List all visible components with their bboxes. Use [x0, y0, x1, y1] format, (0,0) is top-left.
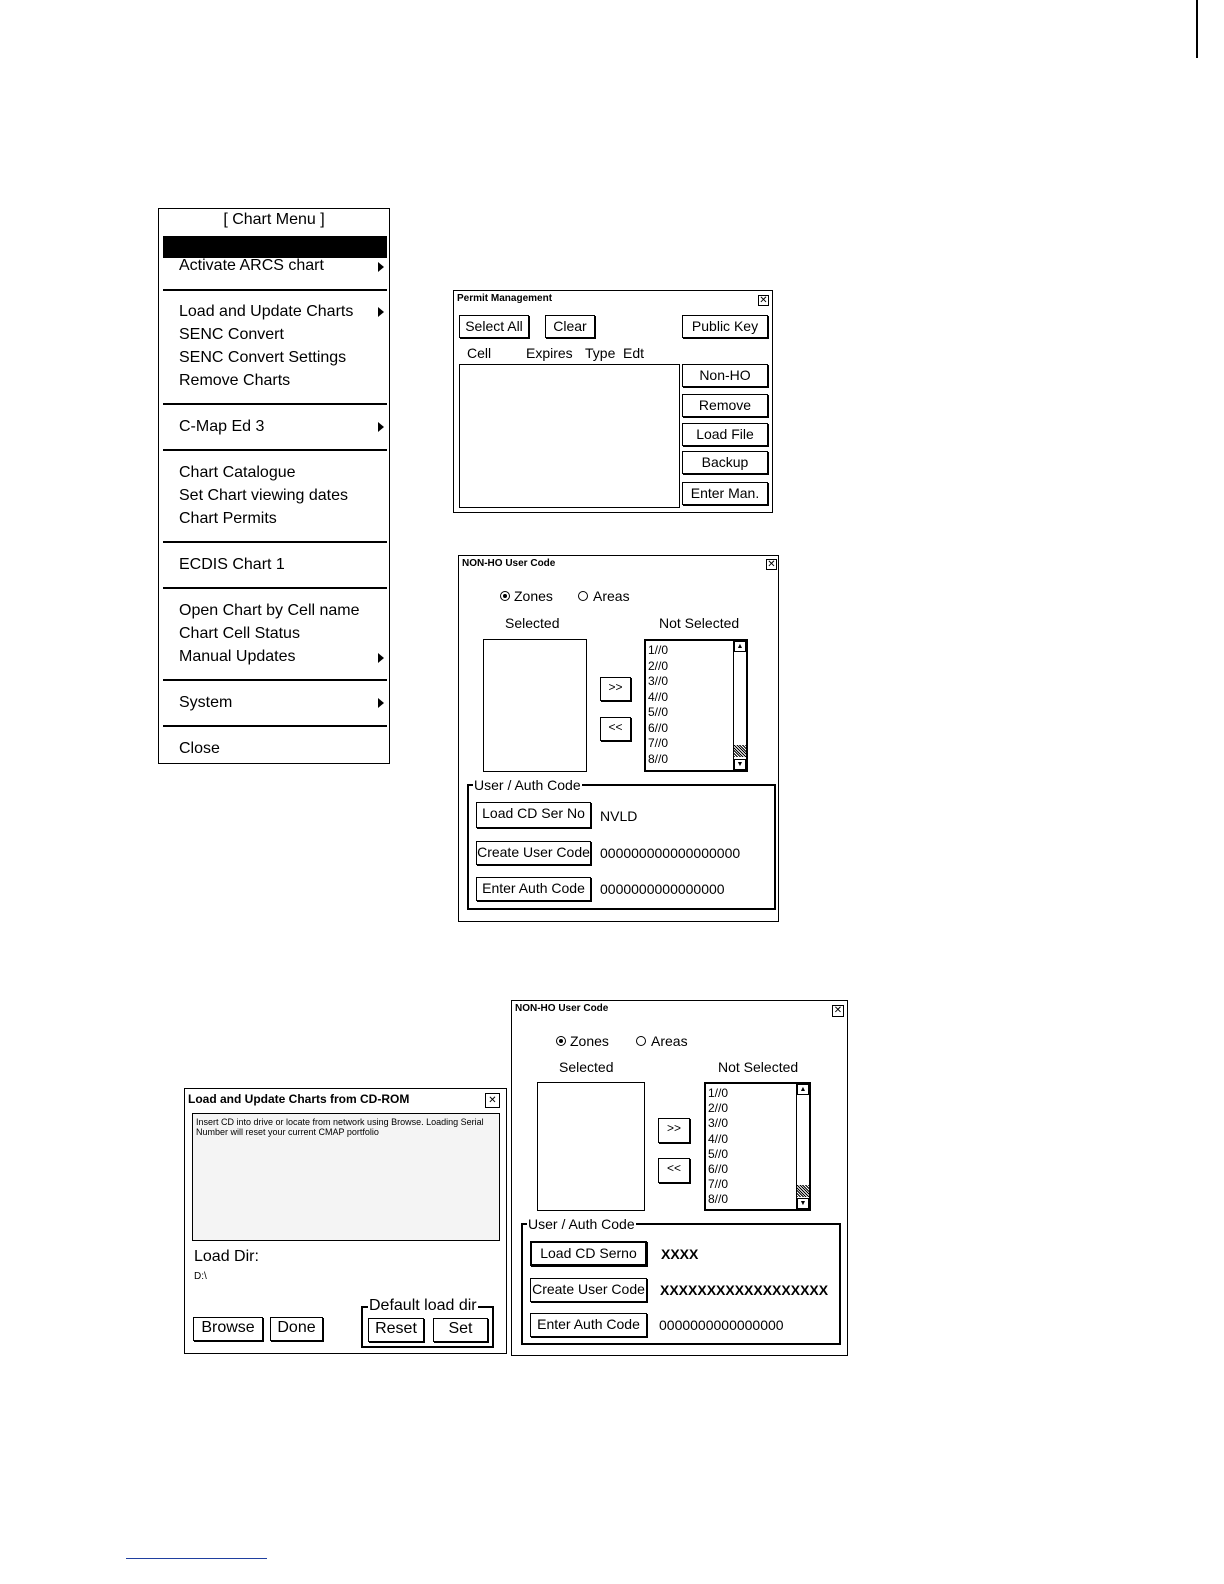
- scroll-thumb[interactable]: [797, 1185, 809, 1197]
- user-code-value: XXXXXXXXXXXXXXXXXX: [660, 1282, 829, 1298]
- areas-radio[interactable]: [636, 1036, 646, 1046]
- zones-radio[interactable]: [556, 1036, 566, 1046]
- auth-code-value: 0000000000000000: [659, 1317, 784, 1333]
- submenu-arrow-icon: [378, 307, 384, 317]
- list-item[interactable]: 7//0: [708, 1177, 729, 1192]
- non-ho-user-code-dialog-2: [511, 1000, 848, 1356]
- cd-serno-value: XXXX: [661, 1246, 699, 1262]
- menu-item-senc-convert-settings[interactable]: SENC Convert Settings: [179, 349, 347, 366]
- list-item[interactable]: 1//0: [708, 1086, 729, 1100]
- list-items: [708, 1086, 728, 1208]
- message-area: [192, 1113, 500, 1241]
- load-file-button[interactable]: Load File: [682, 423, 768, 446]
- enter-man-button[interactable]: Enter Man.: [682, 482, 768, 505]
- menu-item-close[interactable]: Close: [179, 740, 220, 757]
- selected-label: Selected: [505, 615, 560, 631]
- menu-separator: [163, 725, 387, 727]
- zones-label: Zones: [570, 1033, 609, 1049]
- scroll-up-icon[interactable]: ▲: [797, 1084, 809, 1095]
- close-icon[interactable]: ✕: [833, 1005, 843, 1016]
- move-left-button[interactable]: <<: [658, 1158, 690, 1183]
- menu-separator: [163, 289, 387, 291]
- remove-button[interactable]: Remove: [682, 394, 768, 417]
- menu-item-remove-charts[interactable]: Remove Charts: [179, 372, 291, 389]
- load-update-charts-dialog: [184, 1088, 507, 1354]
- group-title: Default load dir: [369, 1297, 477, 1314]
- auth-code-value: 0000000000000000: [600, 881, 725, 897]
- scroll-down-icon[interactable]: ▼: [797, 1198, 809, 1209]
- submenu-arrow-icon: [378, 422, 384, 432]
- list-item[interactable]: 3//0: [648, 674, 669, 688]
- non-ho-user-code-dialog-1: [458, 555, 779, 922]
- menu-item-senc-convert[interactable]: SENC Convert: [179, 326, 284, 343]
- chart-menu-title: [ Chart Menu ]: [223, 211, 325, 228]
- menu-separator: [163, 403, 387, 405]
- group-title: User / Auth Code: [528, 1216, 635, 1232]
- clear-button[interactable]: Clear: [545, 315, 595, 338]
- permit-management-dialog: [453, 290, 773, 513]
- areas-label: Areas: [651, 1033, 688, 1049]
- permit-list[interactable]: [459, 364, 680, 508]
- selected-list[interactable]: [537, 1082, 645, 1211]
- done-button[interactable]: Done: [270, 1317, 323, 1341]
- load-cd-serno-button[interactable]: Load CD Ser No: [476, 802, 591, 828]
- list-item[interactable]: 5//0: [708, 1146, 729, 1161]
- dialog-title: Permit Management: [457, 293, 553, 304]
- menu-item-load-update-charts[interactable]: Load and Update Charts: [179, 303, 354, 320]
- not-selected-list[interactable]: [704, 1082, 811, 1211]
- not-selected-label: Not Selected: [659, 615, 740, 631]
- scroll-thumb[interactable]: [734, 745, 746, 757]
- list-item[interactable]: 6//0: [708, 1162, 729, 1177]
- page-edge-bar: [1196, 0, 1198, 58]
- submenu-arrow-icon: [378, 653, 384, 663]
- chart-menu-highlight-bar: [163, 236, 387, 258]
- menu-item-chart-permits[interactable]: Chart Permits: [179, 510, 277, 527]
- browse-button[interactable]: Browse: [193, 1317, 263, 1341]
- menu-separator: [163, 679, 387, 681]
- list-item[interactable]: 4//0: [648, 689, 669, 704]
- user-auth-code-group: [467, 777, 776, 910]
- close-icon[interactable]: ✕: [485, 1093, 500, 1108]
- create-user-code-button[interactable]: Create User Code: [476, 841, 591, 865]
- scroll-down-icon[interactable]: ▼: [734, 759, 746, 770]
- cd-serno-value: NVLD: [600, 808, 638, 824]
- public-key-button[interactable]: Public Key: [682, 315, 768, 338]
- menu-separator: [163, 587, 387, 589]
- menu-item-open-chart-by-cell[interactable]: Open Chart by Cell name: [179, 602, 360, 619]
- selected-label: Selected: [559, 1059, 614, 1075]
- list-item[interactable]: 8//0: [648, 751, 669, 766]
- menu-item-ecdis-chart-1[interactable]: ECDIS Chart 1: [179, 556, 285, 573]
- menu-item-activate-arcs[interactable]: Activate ARCS chart: [179, 257, 324, 274]
- list-item[interactable]: 3//0: [708, 1116, 729, 1131]
- load-dir-value: D:\: [194, 1271, 207, 1282]
- menu-item-cmap-ed3[interactable]: C-Map Ed 3: [179, 418, 265, 435]
- column-header-type: Type: [585, 345, 616, 361]
- scrollbar[interactable]: [796, 1084, 809, 1209]
- not-selected-label: Not Selected: [718, 1059, 799, 1075]
- load-dir-label: Load Dir:: [194, 1248, 259, 1265]
- footnote-rule: [126, 1558, 267, 1559]
- list-item[interactable]: 1//0: [648, 643, 669, 657]
- create-user-code-button[interactable]: Create User Code: [530, 1278, 647, 1302]
- move-left-button[interactable]: <<: [600, 717, 631, 741]
- list-item[interactable]: 8//0: [708, 1192, 729, 1207]
- set-button[interactable]: Set: [433, 1318, 488, 1342]
- default-load-dir-group: [361, 1297, 494, 1348]
- column-header-cell: Cell: [467, 345, 492, 361]
- user-code-value: 000000000000000000: [600, 845, 741, 861]
- backup-button[interactable]: Backup: [682, 451, 768, 474]
- submenu-arrow-icon: [378, 262, 384, 272]
- column-header-edt: Edt: [623, 345, 645, 361]
- close-icon[interactable]: ✕: [759, 295, 768, 306]
- not-selected-list[interactable]: [644, 639, 748, 772]
- move-right-button[interactable]: >>: [600, 677, 631, 701]
- message-text: Insert CD into drive or locate from network using Browse. Loading Serial Number will reset your current CMAP portfolio: [196, 1117, 484, 1137]
- menu-separator: [163, 541, 387, 543]
- list-item[interactable]: 7//0: [648, 736, 669, 750]
- list-item[interactable]: 2//0: [708, 1101, 729, 1116]
- submenu-arrow-icon: [378, 698, 384, 708]
- move-right-button[interactable]: >>: [658, 1118, 690, 1143]
- list-item[interactable]: 5//0: [648, 705, 669, 719]
- close-icon[interactable]: ✕: [767, 559, 776, 570]
- dialog-title: NON-HO User Code: [462, 558, 556, 569]
- reset-button[interactable]: Reset: [368, 1318, 424, 1342]
- list-item[interactable]: 6//0: [648, 720, 669, 735]
- list-item[interactable]: 2//0: [648, 658, 669, 673]
- dialog-title: NON-HO User Code: [515, 1003, 609, 1014]
- column-header-expires: Expires: [526, 345, 573, 361]
- zones-radio[interactable]: [500, 591, 510, 601]
- menu-item-chart-cell-status[interactable]: Chart Cell Status: [179, 625, 300, 642]
- select-all-button[interactable]: Select All: [459, 315, 529, 338]
- list-items: [648, 643, 668, 767]
- selected-list[interactable]: [483, 639, 587, 772]
- chart-menu: [158, 208, 390, 764]
- areas-label: Areas: [593, 588, 630, 604]
- group-title: User / Auth Code: [474, 777, 581, 793]
- list-item[interactable]: 4//0: [708, 1131, 729, 1146]
- user-auth-code-group: [521, 1216, 841, 1345]
- menu-item-set-viewing-dates[interactable]: Set Chart viewing dates: [179, 487, 348, 504]
- menu-separator: [163, 449, 387, 451]
- enter-auth-code-button[interactable]: Enter Auth Code: [476, 877, 591, 901]
- areas-radio[interactable]: [578, 591, 588, 601]
- menu-item-manual-updates[interactable]: Manual Updates: [179, 648, 296, 665]
- menu-item-system[interactable]: System: [179, 694, 233, 711]
- scroll-up-icon[interactable]: ▲: [734, 641, 746, 652]
- non-ho-button[interactable]: Non-HO: [682, 364, 768, 387]
- menu-item-chart-catalogue[interactable]: Chart Catalogue: [179, 464, 296, 481]
- dialog-title: Load and Update Charts from CD-ROM: [188, 1092, 410, 1106]
- enter-auth-code-button[interactable]: Enter Auth Code: [530, 1313, 647, 1337]
- scrollbar[interactable]: [733, 641, 746, 770]
- zones-label: Zones: [514, 588, 553, 604]
- load-cd-serno-button[interactable]: Load CD Serno: [530, 1241, 647, 1266]
